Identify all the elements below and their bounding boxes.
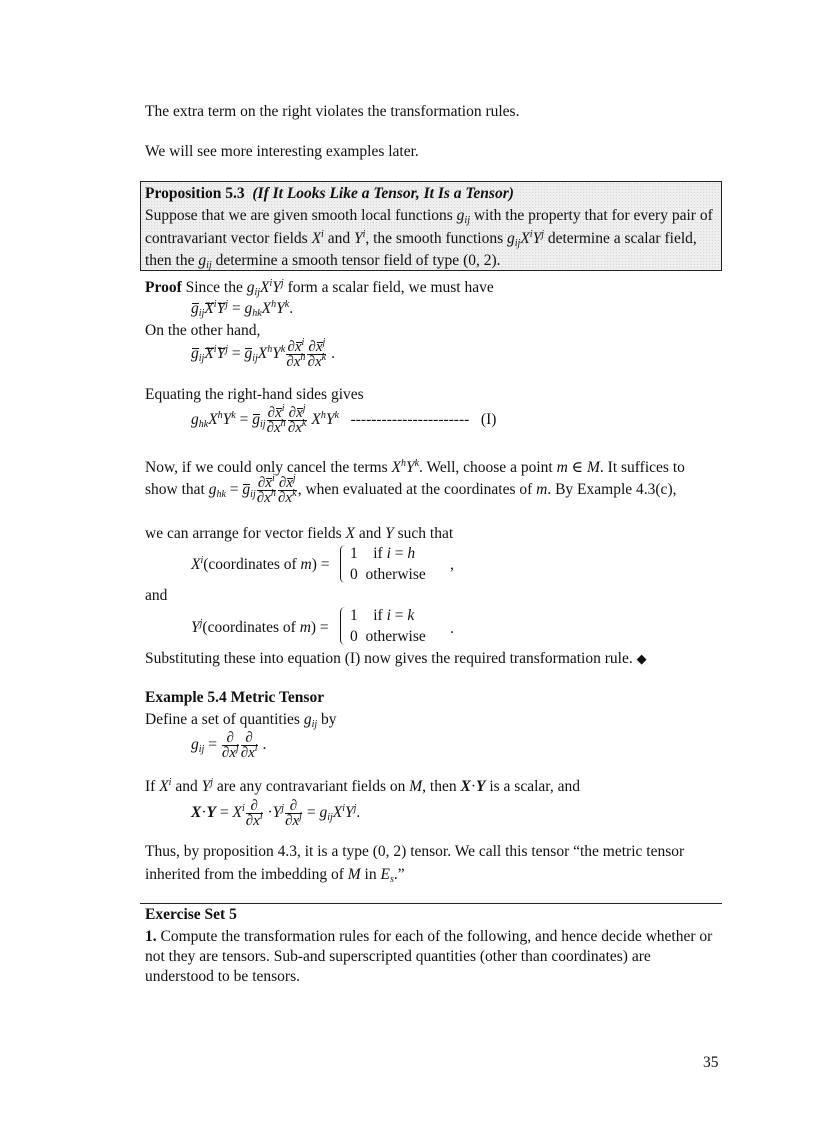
proposition-line-3: then the $g_{ij}$ determine a smooth tensor field of type (0, 2). — [145, 252, 501, 271]
show-text: show that $g_{hk} = g_{ij}$ $\frac{\partial x^i}{\partial x^h}$ $\frac{\partial x^j}{\partial x^k}$ , when evaluated at the coordinates of m. By Example 4.3(c), — [145, 473, 677, 506]
proof-intro: Proof Since the $g_{ij}X^iY^j$ form a scalar field, we must have — [145, 278, 494, 298]
equation-transform: $g_{ij}X^iY^j = g_{ij}X^hY^k$ $\frac{\partial x^i}{\partial x^h}$ $\frac{\partial x^j}{\partial x^k}$ . — [191, 337, 336, 370]
x-case-label: $X^i(coordinates$ of m) = — [191, 555, 330, 573]
proof-label: Proof — [145, 279, 182, 296]
page-number: 35 — [703, 1054, 719, 1071]
proposition-line-2: contravariant vector fields $X^i$ and $Y^i$, the smooth functions $g_{ij}X^iY^j$ determine a scalar field, — [145, 229, 697, 249]
equating-text: Equating the right-hand sides gives — [145, 386, 364, 403]
example-if-text: If $X^i$ and $Y^j$ are any contravariant fields on M, then X·Y is a scalar, and — [145, 777, 580, 795]
proposition-box — [140, 181, 722, 271]
exercise-divider — [140, 903, 722, 904]
proposition-line-1: Suppose that we are given smooth local functions $g_{ij}$ with the property that for every pair of — [145, 207, 713, 226]
proposition-heading — [145, 185, 514, 203]
proposition-title: (If It Looks Like a Tensor, It Is a Tensor) — [252, 185, 514, 202]
y-case-0: 0 otherwise — [350, 628, 426, 645]
proposition-label: Proposition 5.3 — [145, 185, 245, 202]
and-text: and — [145, 587, 168, 604]
exercise-line-2: not they are tensors. Sub-and superscripted quantities (other than coordinates) are — [145, 948, 651, 965]
end-of-proof-icon: ◆ — [636, 651, 647, 666]
exercise-line-1: 1. Compute the transformation rules for each of the following, and hence decide whether or — [145, 928, 713, 945]
exercise-item-number: 1. — [145, 928, 157, 945]
exercise-title: Exercise Set 5 — [145, 906, 237, 923]
example-define: Define a set of quantities $g_{ij}$ by — [145, 711, 337, 730]
arrange-text: we can arrange for vector fields X and Y such that — [145, 525, 454, 542]
intro-line-1: The extra term on the right violates the transformation rules. — [145, 103, 520, 120]
equation-dot-product: $X\cdot Y = X^i$ $\frac{\partial}{\partial x^i}$ $\cdot Y^j$ $\frac{\partial}{\partial x^j}$ = $g_{ij}X^iY^j$. — [191, 798, 361, 829]
x-case-brace — [340, 545, 347, 583]
y-case-1: 1 if i = k — [350, 607, 415, 624]
y-case-label: $Y^j(coordinates$ of m) = — [191, 618, 329, 636]
y-case-brace — [340, 607, 347, 645]
document-page: The extra term on the right violates the transformation rules. We will see more interesting examples later. Proposition 5.3 (If It Looks Like a Tensor, It Is a Tensor) Suppose that we are given smooth local functions $g_{ij}$ with the property that for every pair of contravariant vector fields $X^i$ and $Y^i$, the smooth functions $g_{ij}X^iY^j$ determine a scalar field, then the $g_{ij}$ determine a smooth tensor field of type (0, 2). Proof Since the $g_{ij}X^iY^j$ form a scalar field, we must have $g_{ij}X^iY^j = g_{hk}X^hY^k$. On the other hand, $g_{ij}X^iY^j = g_{ij}X^hY^k$ $\frac{\partial x^i}{\partial x^h}$ $\frac{\partial x^j}{\partial x^k}$ . Equating the right-hand sides gives $g_{hk}X^hY^k = g_{ij}$ $\frac{\partial x^i}{\partial x^h}$ $\frac{\partial x^j}{\partial x^k}$ $X^hY^k$ ----------------------- (I) Now, if we could only cancel the terms $X^hY^k$. Well, choose a point m ∈ M. It suffices to show that $g_{hk} = g_{ij}$ $\frac{\partial x^i}{\partial x^h}$ $\frac{\partial x^j}{\partial x^k}$ , when evaluated at the coordinates of m. By Example 4.3(c), we can arrange for vector fields X and Y such that $X^i(coordinates$ of m) = 1 if i = h 0 otherwise , and $Y^j(coordinates$ of m) = 1 if i = k 0 otherwise . Substituting these into equation (I) now gives the required transformation rule. ◆ Example 5.4 Metric Tensor Define a set of quantities $g_{ij}$ by $g_{ij}$ = $\frac{\partial}{\partial x^j}$ $\frac{\partial}{\partial x^i}$ . If $X^i$ and $Y^j$ are any contravariant fields on M, then X·Y is a scalar, and $X\cdot Y = X^i$ $\frac{\partial}{\partial x^i}$ $\cdot Y^j$ $\frac{\partial}{\partial x^j}$ = $g_{ij}X^iY^j$. Thus, by proposition 4.3, it is a type (0, 2) tensor. We call this tensor “the metric tensor inherited from the imbedding of M in $E_s$.” Exercise Set 5 1. Compute the transformation rules for each of the following, and hence decide whether or not they are tensors. Sub-and superscripted quantities (other than coordinates) are understood to be tensors. 35 — [0, 0, 816, 1123]
x-case-1: 1 if i = h — [350, 545, 416, 562]
other-hand-text: On the other hand, — [145, 322, 261, 339]
equation-I: $g_{hk}X^hY^k = g_{ij}$ $\frac{\partial x^i}{\partial x^h}$ $\frac{\partial x^j}{\partial x^k}$ $X^hY^k$ ----------------------- (I) — [191, 403, 497, 436]
x-case-0: 0 otherwise — [350, 566, 426, 583]
equation-metric: $g_{ij}$ = $\frac{\partial}{\partial x^j}$ $\frac{\partial}{\partial x^i}$ . — [191, 730, 267, 761]
thus-line-1: Thus, by proposition 4.3, it is a type (0, 2) tensor. We call this tensor “the metric tensor — [145, 843, 685, 860]
exercise-line-3: understood to be tensors. — [145, 968, 300, 985]
now-text: Now, if we could only cancel the terms $X^hY^k$. Well, choose a point m ∈ M. It suffices to — [145, 458, 685, 476]
equation-scalar: $g_{ij}X^iY^j = g_{hk}X^hY^k$. — [191, 299, 294, 319]
thus-line-2: inherited from the imbedding of M in $E_s$.” — [145, 866, 405, 885]
example-title: Example 5.4 Metric Tensor — [145, 689, 325, 706]
substituting-text: Substituting these into equation (I) now gives the required transformation rule. ◆ — [145, 650, 647, 667]
intro-line-2: We will see more interesting examples later. — [145, 143, 419, 160]
